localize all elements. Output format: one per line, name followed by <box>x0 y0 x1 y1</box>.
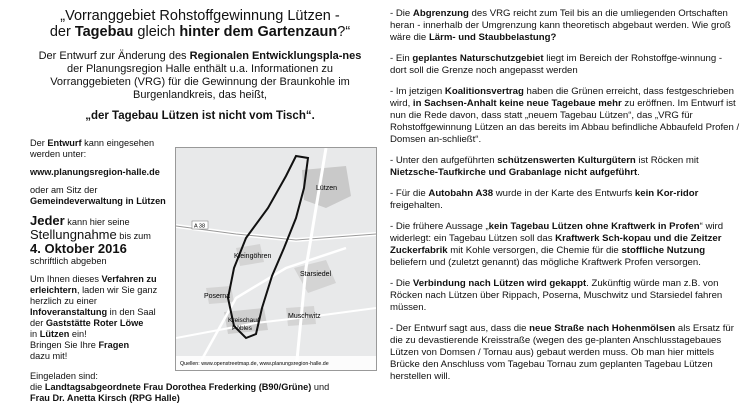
p5c: , laden wir Sie ganz herzlich zu einer <box>30 285 158 306</box>
website-link[interactable] <box>30 167 168 178</box>
bullet-abgrenzung <box>390 8 740 44</box>
label-kreischau-line2: Pöbles <box>232 325 252 332</box>
b3e: zu eröffnen. Im Entwurf ist nun die Rede davon, dass statt „neuem Tagebau Lützen“, das „VRG für Rohstoffgewinnung Lützen an das bereits im Abbau befindliche Abbaufeld Profen / Domsen an-schließt“. <box>390 98 740 145</box>
b5e: freigehalten. <box>390 200 443 211</box>
p4c: Stellungnahme <box>30 227 117 242</box>
label-starsiedel: Starsiedel <box>300 271 332 278</box>
b5d: kein Kor-ridor <box>634 188 699 199</box>
p4d: bis zum <box>116 231 151 241</box>
b5a: - Für die <box>390 188 429 199</box>
p5a: Um Ihnen dieses <box>30 274 102 284</box>
b2c: liegt im Bereich der Rohstoffge-winnung - dort soll die Grenze noch angepasst werden <box>390 53 723 76</box>
b7a: - Die <box>390 278 413 289</box>
invitees-line-2 <box>30 382 375 393</box>
b8a: - Der Entwurf sagt aus, dass die <box>390 323 530 334</box>
p5k: Fragen <box>98 340 130 350</box>
b4b: schützenswerten Kulturgütern <box>497 155 636 166</box>
b7b: Verbindung nach Lützen wird gekappt <box>412 278 587 289</box>
map-figure <box>175 147 377 371</box>
p5e: in den Saal der <box>30 307 156 328</box>
b6d: Kraftwerk Sch-kopau und die Zeitzer Zuckerfabrik <box>390 233 722 256</box>
label-muschwitz: Muschwitz <box>288 313 321 320</box>
b8c: als Ersatz für die zu devastierende Kreisstraße (wegen des ge-planten Anschlusstagebaues Lützen von Domsen / Tornau aus) gebaut werden muss. Ob man hier mittels Brücke den Anschluss vom Tagebau Tornau zum geplanten Tagebau Lützen herstellen will. <box>390 323 734 382</box>
p1b: Entwurf <box>47 138 82 148</box>
b6g: beliefern und (zuletzt genannt) das mögliche Kraftwerk Profen versorgen. <box>390 257 701 268</box>
b1d: Lärm- und Staubbelastung? <box>428 32 557 43</box>
p4a: Jeder <box>30 213 65 228</box>
p4e: 4. Oktober 2016 <box>30 241 127 256</box>
headline-tagebau: Tagebau <box>74 24 134 40</box>
intro-b: Regionalen Entwicklungspla-nes <box>189 50 362 62</box>
p4f: schriftlich abgeben <box>30 256 107 266</box>
p5b: Verfahren zu erleichtern <box>30 274 157 295</box>
b1b: Abgrenzung <box>412 8 469 19</box>
entwurf-para <box>30 138 168 160</box>
label-kleingoerschen: Kleingöhren <box>234 253 272 260</box>
b6e: mit Kohle versorgen, die Chemie für die <box>447 245 622 256</box>
b4e: . <box>637 167 640 178</box>
bullet-autobahn <box>390 188 740 212</box>
stellungnahme-para <box>30 214 168 267</box>
label-luetzen: Lützen <box>316 185 338 192</box>
p3b: Gemeindeverwaltung in Lützen <box>30 196 166 206</box>
p5l: dazu mit! <box>30 351 68 361</box>
invitee-kirsch: Frau Dr. Anetta Kirsch (RPG Halle) <box>30 393 180 403</box>
left-textblock <box>30 138 168 369</box>
headline-line-1: „Vorranggebiet Rohstoffgewinnung Lützen - <box>60 8 340 24</box>
b3a: - Im jetzigen <box>390 86 445 97</box>
invitee-die: die <box>30 382 45 392</box>
p5i: ein! <box>69 329 87 339</box>
label-kreischau-line1: Kreischau/ <box>228 317 259 324</box>
headline-end: ?“ <box>337 24 351 40</box>
intro-a: Der Entwurf zur Änderung des <box>38 50 190 62</box>
p5d: Infoveranstaltung <box>30 307 108 317</box>
map-source: Quellen: www.openstreetmap.de, www.planungsregion-halle.de <box>180 361 329 367</box>
bullet-verbindung <box>390 278 740 314</box>
intro-c: der Planungsregion Halle enthält u.a. Informationen zu Vorranggebieten (VRG) für die Gewinnung der Braunkohle im Burgenlandkreis, das heißt, <box>50 63 350 101</box>
p5f: Gaststätte Roter Löwe <box>45 318 144 328</box>
b6f: stoffliche Nutzung <box>621 245 706 256</box>
bullet-kraftwerk <box>390 221 740 269</box>
gemeinde-para <box>30 185 168 207</box>
b6b: kein Tagebau Lützen ohne Kraftwerk in Profen <box>488 221 700 232</box>
b3d: in Sachsen-Anhalt keine neue Tagebaue mehr <box>412 98 622 109</box>
b2b: geplantes Naturschutzgebiet <box>412 53 544 64</box>
headline-gartenzaun: hinter dem Gartenzaun <box>179 24 338 40</box>
b5b: Autobahn A38 <box>428 188 494 199</box>
invitee-und: und <box>311 382 330 392</box>
b3b: Koalitionsvertrag <box>444 86 524 97</box>
b6a: - Die frühere Aussage „ <box>390 221 489 232</box>
right-column <box>390 0 740 392</box>
intro-paragraph <box>30 50 370 102</box>
map-svg <box>176 148 376 370</box>
bullet-strasse <box>390 323 740 383</box>
headline <box>30 8 370 40</box>
invitees <box>30 371 375 404</box>
invitees-label: Eingeladen sind: <box>30 371 98 381</box>
quote: „der Tagebau Lützen ist nicht vom Tisch“. <box>85 110 315 122</box>
label-poserna: Poserna <box>204 293 231 300</box>
b7c: . Zukünftig würde man z.B. von Röcken nach Lützen über Rippach, Poserna, Muschwitz und Starsiedel fahren müssen. <box>390 278 723 313</box>
einladung-para <box>30 274 168 362</box>
headline-line-2 <box>30 24 370 40</box>
headline-gleich: gleich <box>133 24 180 40</box>
p5h: Lützen <box>39 329 70 339</box>
b1c: des VRG reicht zum Teil bis an die umliegenden Ortschaften heran - innerhalb der Umgrenzung kann theoretisch abgebaut werden. Wie groß wäre die <box>390 8 731 43</box>
b3c: haben die Grünen erreicht, dass festgeschrieben wird, <box>390 86 734 109</box>
p3a: oder am Sitz der <box>30 185 98 195</box>
website[interactable]: www.planungsregion-halle.de <box>30 167 160 177</box>
invitees-line-3 <box>30 393 375 404</box>
b5c: wurde in der Karte des Entwurfs <box>493 188 635 199</box>
b6c: “ wird widerlegt: ein Tagebau Lützen soll das <box>390 221 724 244</box>
b8b: neue Straße nach Hohenmölsen <box>529 323 676 334</box>
invitee-frederking: Landtagsabgeordnete Frau Dorothea Frederking (B90/Grüne) <box>44 382 312 392</box>
p1a: Der <box>30 138 48 148</box>
b2a: - Ein <box>390 53 413 64</box>
b1a: - Die <box>390 8 413 19</box>
p5j: Bringen Sie Ihre <box>30 340 99 350</box>
b4a: - Unter den aufgeführten <box>390 155 498 166</box>
p1c: kann eingesehen werden unter: <box>30 138 155 159</box>
p5g: in <box>30 329 40 339</box>
b4c: ist Röcken mit <box>635 155 699 166</box>
headline-der: der <box>49 24 75 40</box>
p4b: kann hier seine <box>64 217 130 227</box>
left-column <box>30 0 370 403</box>
bullet-koalition <box>390 86 740 146</box>
bullet-naturschutz <box>390 53 740 77</box>
b4d: Nietzsche-Taufkirche und Grabanlage nicht aufgeführt <box>390 167 638 178</box>
label-a38: A 38 <box>194 223 206 230</box>
bullet-kulturgueter <box>390 155 740 179</box>
